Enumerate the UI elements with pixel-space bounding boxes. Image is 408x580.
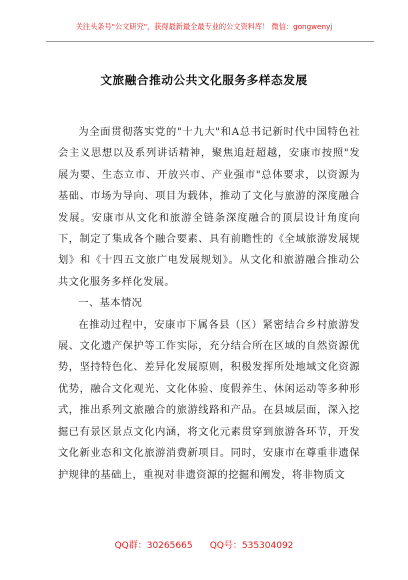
intro-paragraph: 为全面贯彻落实党的"十九大"和A总书记新时代中国特色社会主义思想以及系列讲话精神，聚焦追赶超越，安康市按照"发展为要、生态立市、开放兴市、产业强市"总体要求，以资源为基础、市场为导向、项目为载体，推动了文化与旅游的深度融合发展。安康市从文化和旅游全链条深度融合的顶层设计角度向下，制定了集成各个融合要素、具有前瞻性的《全域旅游发展规划》和《十四五文旅广电发展规划》。从文化和旅游融合推动公共文化服务多样化发展。 bbox=[58, 127, 360, 288]
section-paragraph: 在推动过程中，安康市下属各县（区）紧密结合乡村旅游发展、文化遗产保护等工作实际，充分结合所在区域的自然资源优势，坚持特色化、差异化发展原则，积极发挥所处地域文化资源优势，融合文化观光、文化体验、度假养生、休闲运动等多种形式，推出系列文旅融合的旅游线路和产品。在县域层面，深入挖掘已有景区景点文化内涵，将文化元素贯穿到旅游各环节，开发文化新业态和文化旅游消费新项目。同时，安康市在尊重非遗保护规律的基础上，重视对非遗资源的挖掘和阐发，将非物质文 bbox=[58, 319, 360, 481]
document-body bbox=[58, 122, 360, 486]
header-divider bbox=[46, 41, 374, 42]
footer-contact: QQ群：30265665 QQ号：535304092 bbox=[114, 541, 294, 551]
header-banner: 关注头条号"公文研究"，获得最新最全最专业的公文资料库！ 微信：gongwenyj bbox=[75, 22, 333, 31]
document-title: 文旅融合推动公共文化服务多样态发展 bbox=[100, 73, 308, 87]
section-heading: 一、基本情况 bbox=[78, 298, 143, 310]
